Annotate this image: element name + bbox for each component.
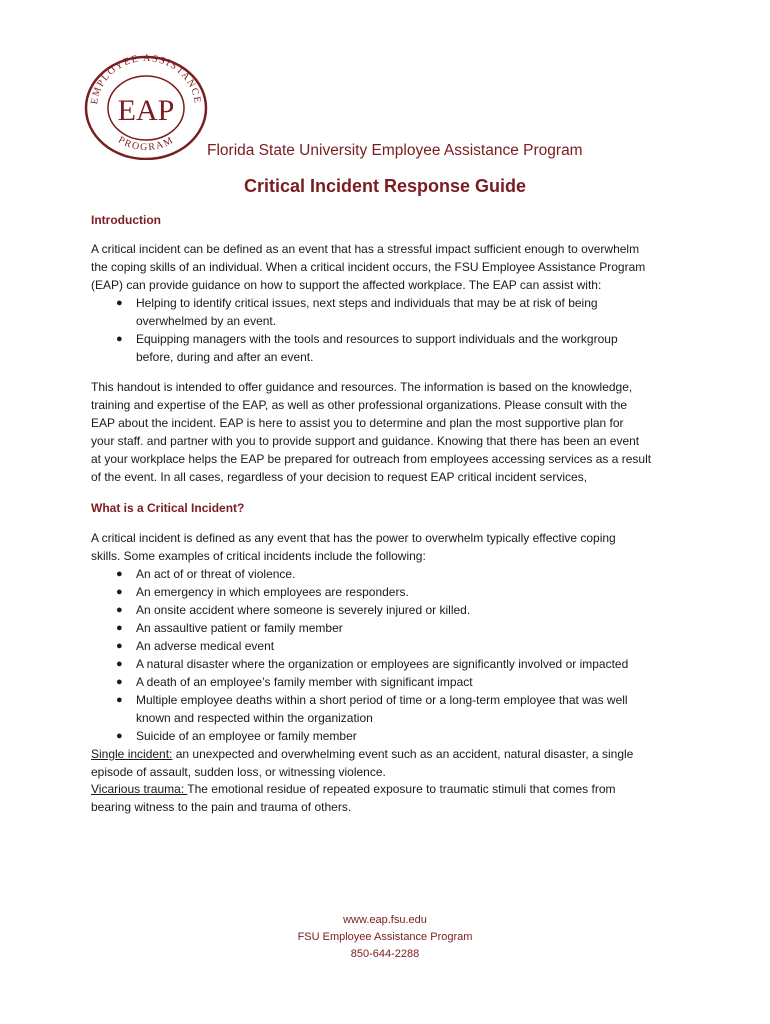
footer — [0, 912, 770, 963]
single-incident-definition: Single incident: an unexpected and overwhelming event such as an accident, natural disaster, a single episode of assault, sudden loss, or witnessing violence. — [91, 747, 634, 779]
vicarious-trauma-definition: Vicarious trauma: The emotional residue of repeated exposure to traumatic stimuli that comes from bearing witness to the pain and trauma of others. — [91, 782, 616, 814]
eap-logo — [83, 52, 209, 160]
vicarious-trauma-term: Vicarious trauma: — [91, 782, 188, 796]
text-line: EAP about the incident. EAP is here to assist you to determine and plan the most supportive plan for — [91, 416, 624, 430]
incident-examples-list — [91, 565, 691, 745]
text-line: (EAP) can provide guidance on how to support the affected workplace. The EAP can assist with: — [91, 278, 602, 292]
list-item: ● Multiple employee deaths within a short period of time or a long-term employee that was well known and respected within the organization — [116, 693, 628, 725]
bullet-icon: ● — [116, 676, 123, 688]
footer-website-link[interactable]: www.eap.fsu.edu — [343, 914, 427, 926]
text-line: A critical incident is defined as any event that has the power to overwhelm typically effective coping — [91, 531, 616, 545]
logo-monogram: EAP — [117, 94, 175, 127]
list-item: ● An adverse medical event — [116, 639, 275, 653]
logo-ring-bottom-text: PROGRAM — [116, 134, 176, 154]
footer-phone: 850-644-2288 — [350, 948, 420, 960]
bullet-icon: ● — [116, 640, 123, 652]
text-line: at your workplace helps the EAP be prepared for outreach from employees accessing services as a result — [91, 452, 652, 466]
text-line: the coping skills of an individual. When a critical incident occurs, the FSU Employee Assistance Program — [91, 260, 646, 274]
introduction-heading: Introduction — [91, 213, 161, 227]
bullet-icon: ● — [116, 658, 123, 670]
bullet-icon: ● — [116, 297, 123, 309]
list-item: ● An act of or threat of violence. — [116, 567, 296, 581]
handout-paragraph — [91, 378, 691, 486]
critical-incident-heading: What is a Critical Incident? — [91, 501, 245, 515]
bullet-icon: ● — [116, 586, 123, 598]
text-line: A critical incident can be defined as an event that has a stressful impact sufficient enough to overwhelm — [91, 242, 640, 256]
eap-assist-list — [91, 294, 691, 366]
bullet-icon: ● — [116, 333, 123, 345]
list-item: ● Helping to identify critical issues, next steps and individuals that may be at risk of being overwhelmed by an event. — [116, 296, 598, 328]
svg-text:PROGRAM — [116, 135, 176, 154]
text-line: training and expertise of the EAP, as well as other professional organizations. Please consult with the — [91, 398, 628, 412]
critical-incident-paragraph — [91, 529, 691, 565]
bullet-icon: ● — [116, 568, 123, 580]
text-line: This handout is intended to offer guidance and resources. The information is based on the knowledge, — [91, 380, 633, 394]
footer-program-name: FSU Employee Assistance Program — [297, 931, 473, 943]
list-item: ● Suicide of an employee or family member — [116, 729, 357, 743]
list-item: ● An emergency in which employees are responders. — [116, 585, 409, 599]
bullet-icon: ● — [116, 622, 123, 634]
list-item: ● Equipping managers with the tools and resources to support individuals and the workgroup before, during and after an event. — [116, 332, 618, 364]
list-item: ● A death of an employee’s family member with significant impact — [116, 675, 473, 689]
text-line: of the event. In all cases, regardless of your decision to request EAP critical incident services, — [91, 470, 588, 484]
list-item: ● An onsite accident where someone is severely injured or killed. — [116, 603, 471, 617]
list-item: ● A natural disaster where the organization or employees are significantly involved or impacted — [116, 657, 629, 671]
bullet-icon: ● — [116, 730, 123, 742]
page-title: Critical Incident Response Guide — [243, 176, 527, 196]
org-name: Florida State University Employee Assistance Program — [207, 142, 583, 159]
list-item: ● An assaultive patient or family member — [116, 621, 343, 635]
single-incident-term: Single incident: — [91, 747, 173, 761]
text-line: skills. Some examples of critical incidents include the following: — [91, 549, 426, 563]
bullet-icon: ● — [116, 694, 123, 706]
text-line: your staff. and partner with you to provide support and guidance. Knowing that there has been an event — [91, 434, 640, 448]
introduction-paragraph — [91, 240, 691, 294]
logo-ring-top-text: EMPLOYEE ASSISTANCE — [89, 52, 203, 106]
bullet-icon: ● — [116, 604, 123, 616]
